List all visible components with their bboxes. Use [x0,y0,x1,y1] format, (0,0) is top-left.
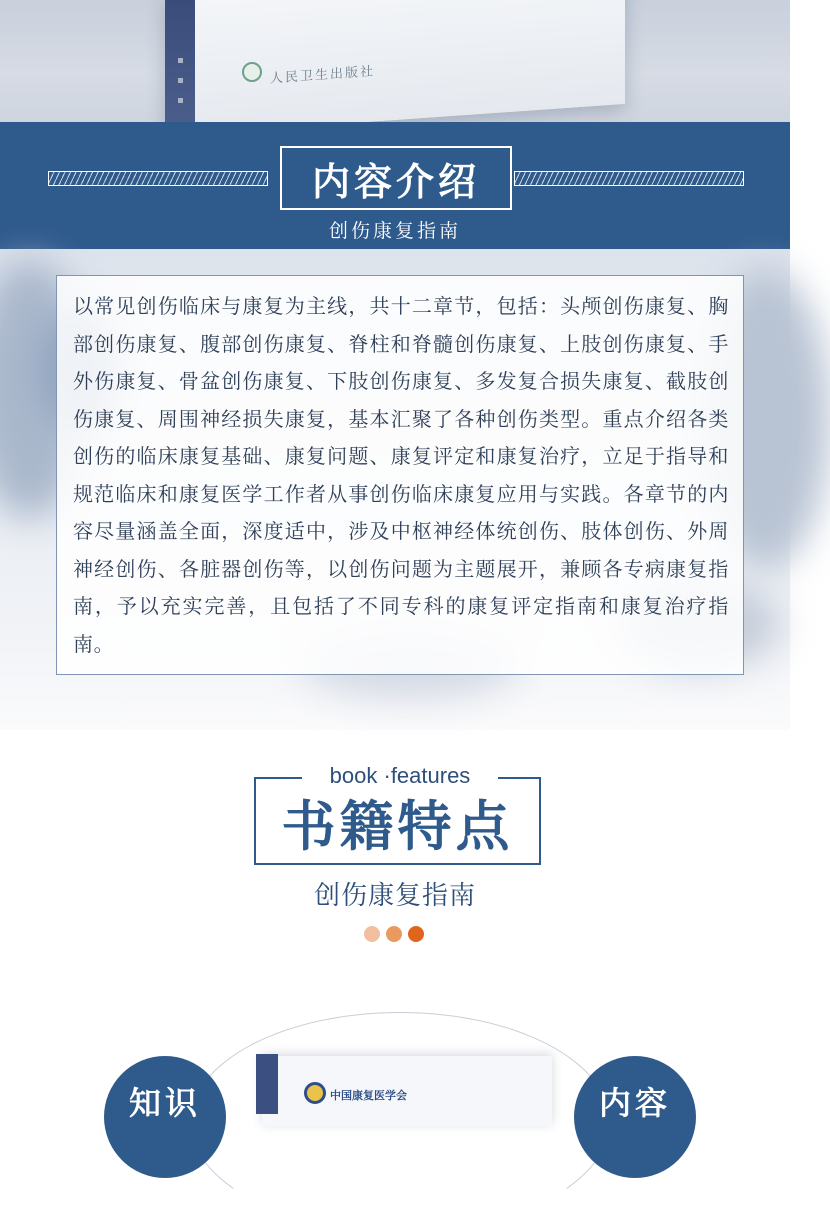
intro-title: 内容介绍 [280,146,512,210]
publisher-text: 人民卫生出版社 [270,64,376,87]
decorative-dot [386,926,402,942]
spine-dot [178,78,183,83]
decorative-dot [408,926,424,942]
book-cover [165,0,625,136]
features-title: 书籍特点 [281,795,514,858]
spine-dot [178,58,183,63]
knowledge-circle [104,1056,226,1178]
content-circle-label: 内容 [598,1084,671,1122]
decorative-stripe-left [48,171,268,186]
society-logo-icon [304,1082,326,1104]
spine-dot [178,98,183,103]
knowledge-circle-label: 知识 [128,1084,201,1122]
intro-subtitle: 创伤康复指南 [328,220,461,242]
bottom-book-spine [256,1054,278,1114]
description-box [56,275,744,675]
decorative-dot [364,926,380,942]
top-book-photo [0,0,790,122]
description-text: 以常见创伤临床与康复为主线，共十二章节，包括：头颅创伤康复、胸部创伤康复、腹部创伤康复、脊柱和脊髓创伤康复、上肢创伤康复、手外伤康复、骨盆创伤康复、下肢创伤康复、多发复合损失康复、截肢创伤康复、周围神经损失康复，基本汇聚了各种创伤类型。重点介绍各类创伤的临床康复基础、康复问题、康复评定和康复治疗，立足于指导和规范临床和康复医学工作者从事创伤临床康复应用与实践。各章节的内容尽量涵盖全面，深度适中，涉及中枢神经体统创伤、肢体创伤、外周神经创伤、各脏器创伤等，以创伤问题为主题展开，兼顾各专病康复指南，予以充实完善，且包括了不同专科的康复评定指南和康复治疗指南。 [73,294,729,656]
decorative-stripe-right [514,171,744,186]
features-english-label: book ·features [302,763,498,789]
features-subtitle: 创伤康复指南 [313,881,476,911]
publisher-logo-icon [242,62,262,82]
bottom-book-text: 中国康复医学会 [330,1089,407,1102]
content-circle [574,1056,696,1178]
